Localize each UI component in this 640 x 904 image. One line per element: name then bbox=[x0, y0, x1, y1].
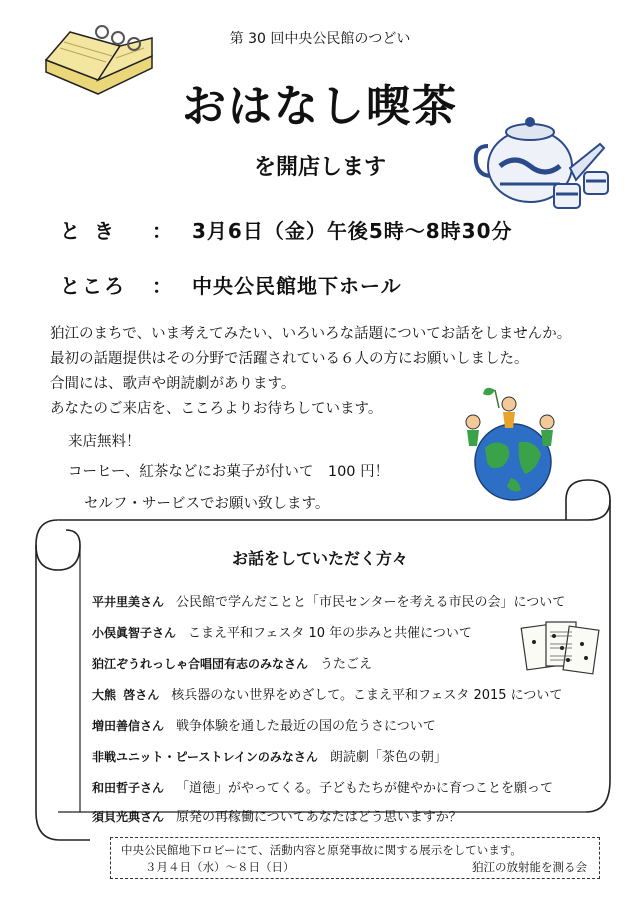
self-service-text: セルフ・サービスでお願い致します。 bbox=[84, 496, 330, 512]
speaker-name: 大熊 啓さん bbox=[92, 688, 160, 702]
speaker-name: 平井里美さん bbox=[92, 595, 165, 609]
exhibition-notice bbox=[110, 837, 600, 879]
speaker-row bbox=[92, 653, 372, 672]
intro-line: 合間には、歌声や朗読劇があります。 bbox=[50, 376, 296, 392]
speaker-topic: 朗読劇「茶色の朝」 bbox=[329, 750, 447, 765]
coffee-price-text: コーヒー、紅茶などにお菓子が付いて 100 円！ bbox=[68, 464, 390, 480]
notice-organizer: 狛江の放射能を測る会 bbox=[472, 860, 587, 874]
intro-line: 最初の話題提供はその分野で活躍されている６人の方にお願いしました。 bbox=[50, 351, 529, 367]
speaker-row bbox=[92, 591, 565, 610]
opening-text: を開店します bbox=[253, 155, 386, 180]
free-entry-text: 来店無料！ bbox=[68, 434, 141, 450]
speakers-heading: お話をしていただく方々 bbox=[231, 549, 408, 568]
speaker-name: 小俣眞智子さん bbox=[92, 626, 177, 640]
speaker-row bbox=[92, 715, 436, 734]
intro-paragraph bbox=[50, 322, 620, 422]
speaker-row bbox=[92, 622, 472, 641]
page-title: おはなし喫茶 bbox=[182, 81, 458, 132]
when-colon: ： bbox=[152, 219, 172, 243]
speaker-row bbox=[92, 806, 462, 825]
speaker-topic: 原発の再稼働についてあなたはどう思いますか？ bbox=[176, 810, 462, 825]
notice-line: 中央公民館地下ロビーにて、活動内容と原発事故に関する展示をしています。 bbox=[121, 843, 522, 857]
notice-dates: ３月４日（水）〜８日（日） bbox=[145, 860, 295, 874]
speaker-name: 須貝光典さん bbox=[92, 810, 165, 824]
when-label: とき bbox=[60, 219, 128, 243]
speaker-row bbox=[92, 684, 562, 703]
speaker-name: 増田善信さん bbox=[92, 719, 165, 733]
where-value: 中央公民館地下ホール bbox=[192, 274, 402, 298]
when-value: 3月6日（金）午後5時〜8時30分 bbox=[192, 219, 513, 243]
intro-line: あなたのご来店を、こころよりお待ちしています。 bbox=[50, 401, 383, 417]
intro-line: 狛江のまちで、いま考えてみたい、いろいろな話題についてお話をしませんか。 bbox=[50, 326, 572, 342]
speaker-row bbox=[92, 746, 447, 765]
speaker-row bbox=[92, 777, 553, 796]
event-subtitle: 第 30 回中央公民館のつどい bbox=[229, 31, 411, 47]
speaker-topic: こまえ平和フェスタ 10 年の歩みと共催について bbox=[188, 626, 472, 641]
speaker-name: 和田哲子さん bbox=[92, 781, 165, 795]
speaker-name: 非戦ユニット・ピーストレインのみなさん bbox=[92, 750, 318, 764]
speaker-topic: 公民館で学んだことと「市民センターを考える市民の会」について bbox=[176, 595, 566, 610]
speaker-topic: 核兵器のない世界をめざして。こまえ平和フェスタ 2015 について bbox=[171, 688, 563, 703]
speaker-topic: 戦争体験を通した最近の国の危うさについて bbox=[176, 719, 436, 734]
speaker-name: 狛江ぞうれっしゃ合唱団有志のみなさん bbox=[92, 657, 309, 671]
where-colon: ： bbox=[152, 274, 172, 298]
where-label: ところ bbox=[60, 274, 126, 298]
speaker-topic: 「道徳」がやってくる。子どもたちが健やかに育つことを願って bbox=[176, 781, 554, 796]
speaker-topic: うたごえ bbox=[320, 657, 373, 672]
sheet-music-icon bbox=[520, 614, 600, 680]
